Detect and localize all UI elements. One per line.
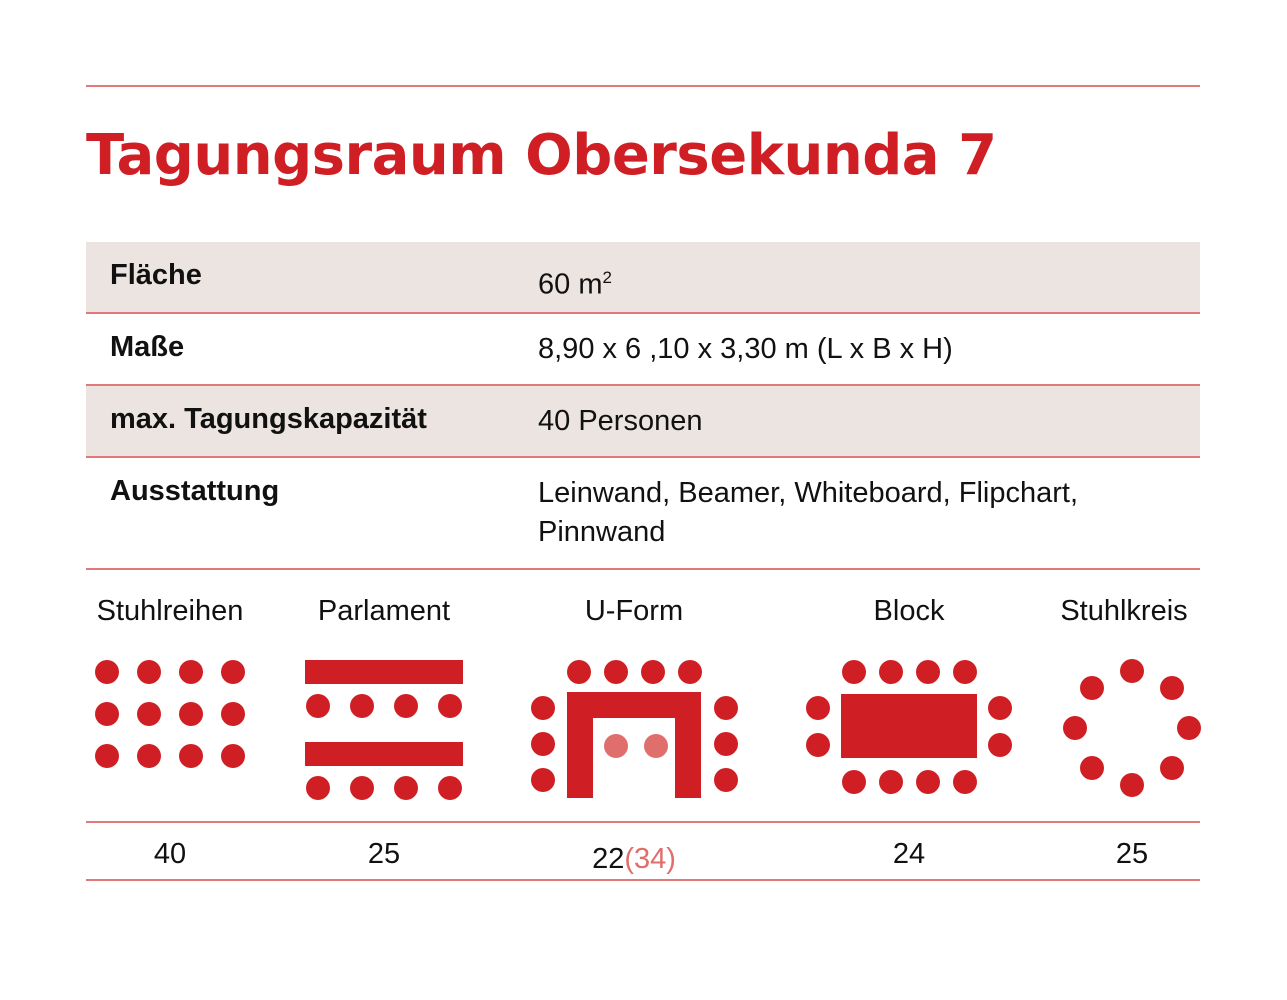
- chair: [842, 770, 866, 794]
- chair: [306, 776, 330, 800]
- chair: [438, 694, 462, 718]
- capacity-parlament: 25: [367, 838, 401, 870]
- chair: [879, 660, 903, 684]
- capacity-block: 24: [892, 838, 926, 870]
- layout-name-u-form: U-Form: [584, 595, 684, 627]
- page-title: Tagungsraum Obersekunda 7: [86, 123, 997, 188]
- chair: [1160, 676, 1184, 700]
- capacity-top-rule: [86, 821, 1200, 823]
- chair: [714, 696, 738, 720]
- chair: [988, 733, 1012, 757]
- area-label: Fläche: [110, 259, 202, 291]
- info-row-capacity: [86, 386, 1200, 458]
- area-value: [538, 258, 1188, 305]
- chair: [95, 660, 119, 684]
- chair: [714, 732, 738, 756]
- chair: [842, 660, 866, 684]
- info-row-area: [86, 242, 1200, 314]
- chair: [1080, 756, 1104, 780]
- chair: [806, 696, 830, 720]
- chair: [879, 770, 903, 794]
- chair: [350, 694, 374, 718]
- chair: [137, 702, 161, 726]
- dimensions-label: Maße: [110, 331, 185, 363]
- dimensions-value: 8,90 x 6 ,10 x 3,30 m (L x B x H): [538, 333, 953, 365]
- table: [305, 660, 463, 684]
- block-diagram: [806, 660, 1012, 794]
- info-row-dimensions: [86, 314, 1200, 386]
- equipment-label: Ausstattung: [110, 475, 280, 507]
- chair: [137, 660, 161, 684]
- chair: [394, 694, 418, 718]
- chair: [531, 732, 555, 756]
- chair: [916, 660, 940, 684]
- chair: [221, 702, 245, 726]
- chair: [953, 660, 977, 684]
- equipment-value-line2: Pinnwand: [538, 516, 666, 548]
- chair: [953, 770, 977, 794]
- chair: [1160, 756, 1184, 780]
- parlament-diagram: [305, 660, 463, 800]
- chair: [221, 744, 245, 768]
- chair: [350, 776, 374, 800]
- chair: [306, 694, 330, 718]
- chair: [531, 768, 555, 792]
- table: [841, 694, 977, 758]
- chair: [806, 733, 830, 757]
- chair: [1120, 659, 1144, 683]
- chair: [1080, 676, 1104, 700]
- chair: [137, 744, 161, 768]
- layout-name-block: Block: [873, 595, 945, 627]
- chair: [95, 702, 119, 726]
- chair: [179, 744, 203, 768]
- chair: [531, 696, 555, 720]
- capacity-u-form: [592, 845, 676, 874]
- capacity-stuhlkreis: 25: [1115, 838, 1149, 870]
- capacity-u-form-main: 22: [592, 843, 625, 875]
- area-value-text: 60 m: [538, 268, 603, 301]
- chair: [604, 660, 628, 684]
- chair: [1120, 773, 1144, 797]
- chair: [988, 696, 1012, 720]
- extra-chair: [644, 734, 668, 758]
- top-rule: [86, 85, 1200, 87]
- layout-name-stuhlkreis: Stuhlkreis: [1060, 595, 1188, 627]
- info-row-equipment: [86, 458, 1200, 570]
- chair: [179, 660, 203, 684]
- chair: [221, 660, 245, 684]
- capacity-value: 40 Personen: [538, 405, 703, 437]
- stuhlkreis-diagram: [1063, 659, 1201, 797]
- chair: [438, 776, 462, 800]
- chair: [567, 660, 591, 684]
- area-unit-superscript: 2: [602, 268, 612, 287]
- layout-name-stuhlreihen: Stuhlreihen: [96, 595, 244, 627]
- chair: [95, 744, 119, 768]
- chair: [916, 770, 940, 794]
- u-form-diagram: [531, 660, 738, 798]
- u-table: [567, 692, 701, 798]
- bottom-rule: [86, 879, 1200, 881]
- table: [305, 742, 463, 766]
- chair: [678, 660, 702, 684]
- chair: [1177, 716, 1201, 740]
- equipment-value-line1: Leinwand, Beamer, Whiteboard, Flipchart,: [538, 477, 1078, 509]
- chair: [714, 768, 738, 792]
- capacity-label: max. Tagungskapazität: [110, 403, 427, 435]
- equipment-value: [538, 474, 1188, 552]
- chair: [394, 776, 418, 800]
- room-info-table: [86, 242, 1200, 570]
- chair: [179, 702, 203, 726]
- layout-name-parlament: Parlament: [317, 595, 451, 627]
- stuhlreihen-diagram: [95, 660, 245, 768]
- capacity-stuhlreihen: 40: [153, 838, 187, 870]
- chair: [641, 660, 665, 684]
- extra-chair: [604, 734, 628, 758]
- capacity-u-form-extra: (34): [624, 843, 676, 875]
- chair: [1063, 716, 1087, 740]
